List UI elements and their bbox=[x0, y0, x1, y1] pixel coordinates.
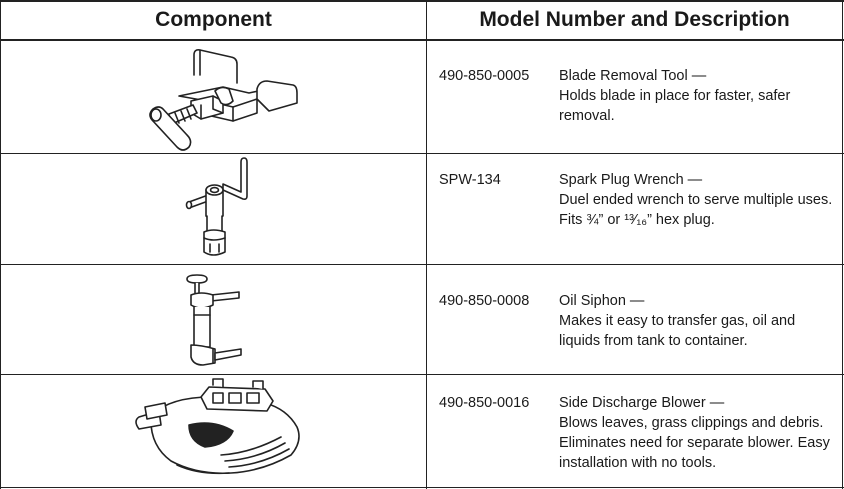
component-image-cell bbox=[1, 265, 426, 374]
item-name: Spark Plug Wrench — bbox=[559, 172, 703, 188]
item-text: Holds blade in place for faster, safer removal. bbox=[559, 88, 791, 124]
spark-plug-wrench-icon bbox=[1, 154, 426, 264]
component-image-cell bbox=[1, 41, 426, 153]
table-row bbox=[0, 41, 844, 153]
model-number: SPW-134 bbox=[439, 172, 501, 188]
item-name: Blade Removal Tool — bbox=[559, 68, 707, 84]
table-row bbox=[0, 154, 844, 264]
item-description bbox=[559, 393, 839, 473]
model-number: 490-850-0005 bbox=[439, 68, 530, 84]
item-name: Side Discharge Blower — bbox=[559, 395, 725, 411]
blade-removal-tool-icon bbox=[1, 41, 426, 153]
item-description bbox=[559, 170, 839, 230]
oil-siphon-icon bbox=[1, 265, 426, 374]
header-component: Component bbox=[155, 8, 272, 31]
item-description bbox=[559, 66, 839, 126]
side-discharge-blower-icon bbox=[1, 375, 426, 487]
row-divider bbox=[0, 487, 844, 488]
header-model-description: Model Number and Description bbox=[479, 8, 790, 31]
item-text: Duel ended wrench to serve multiple uses. Fits ¾” or ¹³⁄₁₆” hex plug. bbox=[559, 192, 833, 228]
table-row bbox=[0, 265, 844, 374]
table-row bbox=[0, 375, 844, 487]
item-name: Oil Siphon — bbox=[559, 293, 645, 309]
component-image-cell bbox=[1, 154, 426, 264]
model-number: 490-850-0016 bbox=[439, 395, 530, 411]
item-text: Makes it easy to transfer gas, oil and liquids from tank to container. bbox=[559, 313, 796, 349]
component-image-cell bbox=[1, 375, 426, 487]
item-text: Blows leaves, grass clippings and debris. Eliminates need for separate blower. Easy installation with no tools. bbox=[559, 415, 830, 471]
item-description bbox=[559, 291, 839, 351]
model-number: 490-850-0008 bbox=[439, 293, 530, 309]
